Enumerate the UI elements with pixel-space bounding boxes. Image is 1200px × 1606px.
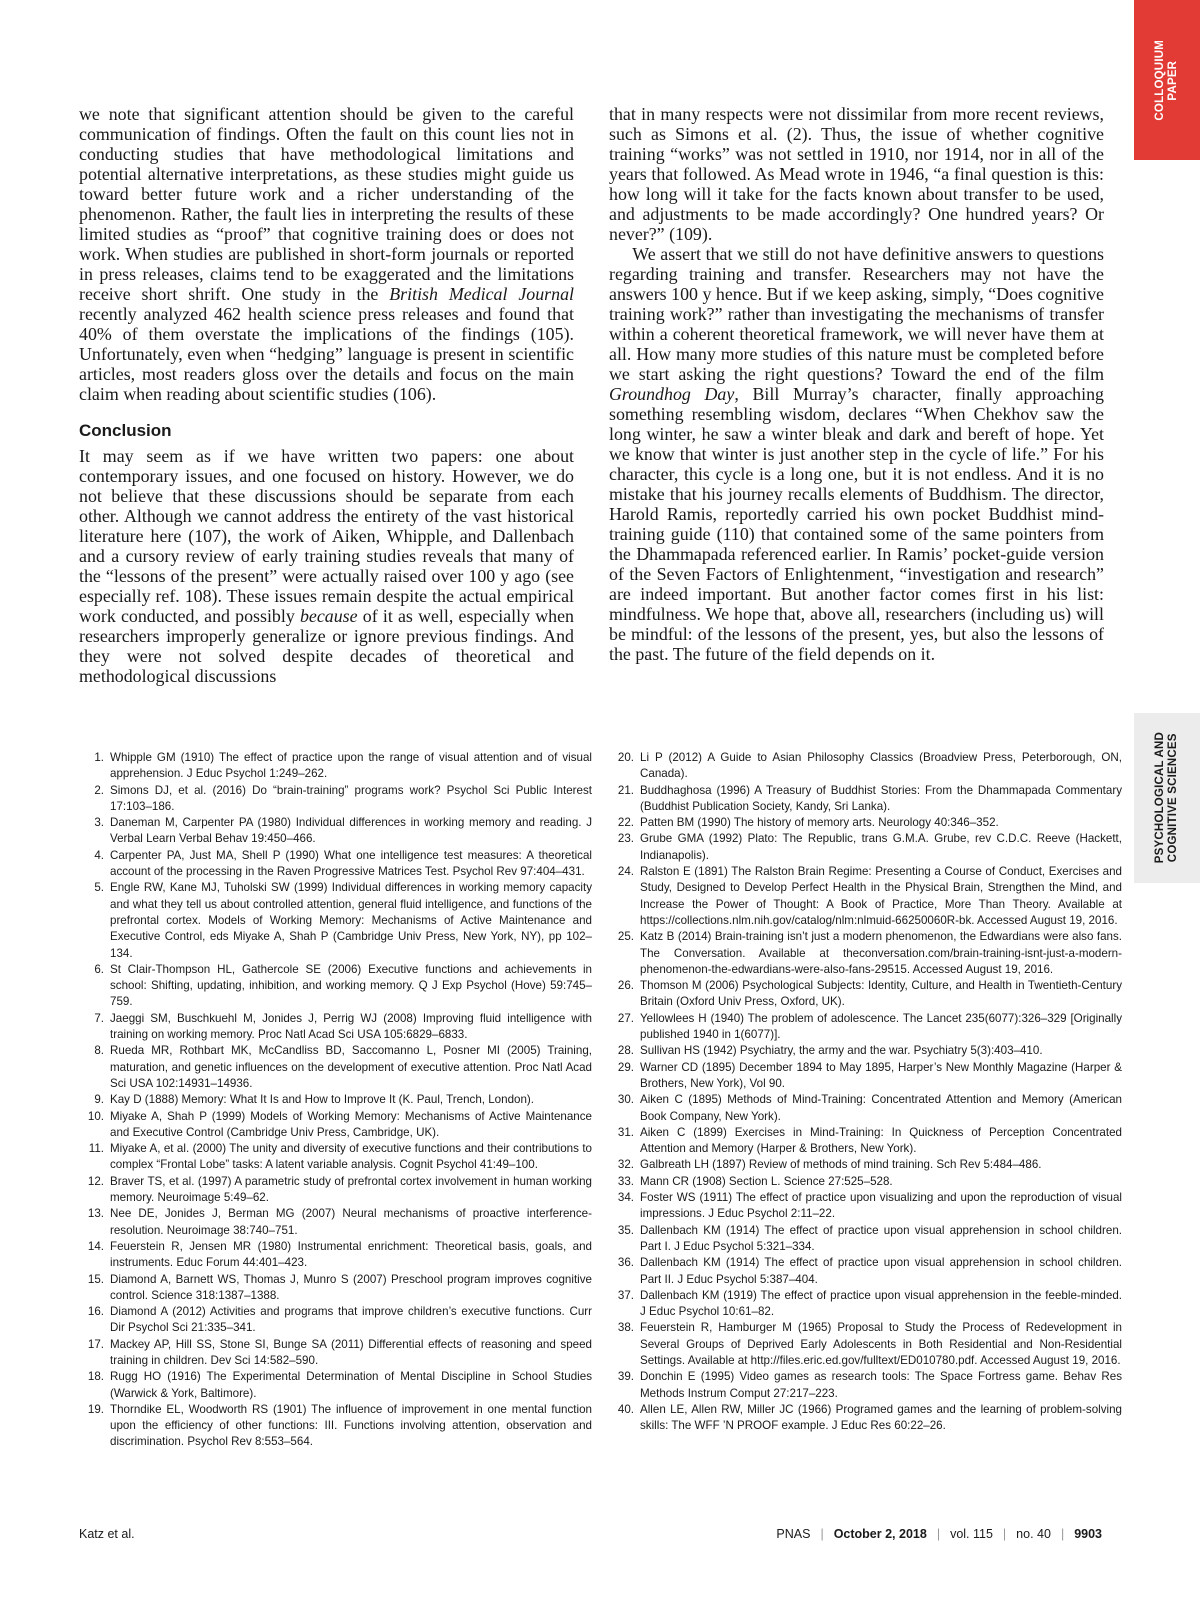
- reference-item: [74, 750, 592, 783]
- section-tab: [1134, 713, 1200, 883]
- reference-number: 22.: [617, 816, 634, 830]
- reference-item: [74, 1109, 592, 1142]
- reference-number: 17.: [87, 1337, 104, 1351]
- references-list-left: [74, 750, 592, 1451]
- reference-text: Sullivan HS (1942) Psychiatry, the army and the war. Psychiatry 5(3):403–410.: [640, 1044, 1043, 1058]
- reference-text: Jaeggi SM, Buschkuehl M, Jonides J, Perrig WJ (2008) Improving fluid intelligence with training on working memory. Proc Natl Acad Sci USA 105:6829–6833.: [110, 1011, 592, 1042]
- footer-citation: PNAS | October 2, 2018 | vol. 115 | no. 40 | 9903: [776, 1527, 1102, 1541]
- reference-number: 38.: [617, 1321, 634, 1335]
- reference-text: Allen LE, Allen RW, Miller JC (1966) Programed games and the learning of problem-solving skills: The WFF ’N PROOF example. J Educ Res 60:22–26.: [640, 1402, 1122, 1433]
- reference-number: 3.: [94, 816, 104, 830]
- reference-item: [604, 1174, 1122, 1190]
- footer-date: October 2, 2018: [833, 1527, 927, 1541]
- reference-text: Rugg HO (1916) The Experimental Determination of Mental Discipline in School Studies (Warwick & York, Baltimore).: [110, 1370, 592, 1400]
- reference-item: [604, 750, 1122, 783]
- reference-item: [74, 962, 592, 1011]
- reference-item: [74, 783, 592, 816]
- reference-text: Foster WS (1911) The effect of practice upon visualizing and upon the reproduction of visual impressions. J Educ Psychol 2:11–22.: [640, 1191, 1122, 1221]
- reference-item: [74, 815, 592, 848]
- body-column-right: [609, 104, 1104, 664]
- reference-item: [604, 1011, 1122, 1044]
- reference-item: [74, 1043, 592, 1092]
- reference-number: 2.: [94, 783, 104, 797]
- footer-volume: vol. 115: [950, 1527, 993, 1541]
- body-column-left: [79, 104, 574, 686]
- body-paragraph: we note that significant attention should be given to the careful communication of findings. Often the fault on this count lies not in conducting studies that have methodological limitations and potential alternative interpretations, as these studies might guide us toward better future work and a richer understanding of the phenomenon. Rather, the fault lies in interpreting the results of these limited studies as “proof” that cognitive training does or does not work. When studies are published in short-form journals or reported in press releases, claims tend to be exaggerated and the limitations receive short shrift. One study in the British Medical Journal recently analyzed 462 health science press releases and found that 40% of them overstate the implications of the findings (105). Unfortunately, even when “hedging” language is present in scientific articles, most readers gloss over the details and focus on the main claim when reading about scientific studies (106).: [79, 104, 574, 404]
- reference-item: [604, 1320, 1122, 1369]
- reference-text: Mann CR (1908) Section L. Science 27:525–528.: [640, 1174, 893, 1188]
- reference-text: Thomson M (2006) Psychological Subjects: Identity, Culture, and Health in Twentieth-Century Britain (Oxford Univ Press, Oxford, UK).: [640, 979, 1122, 1009]
- reference-number: 39.: [617, 1370, 634, 1384]
- body-paragraph: It may seem as if we have written two papers: one about contemporary issues, and one focused on history. However, we do not believe that these discussions should be separate from each other. Although we cannot address the entirety of the vast historical literature here (107), the work of Aiken, Whipple, and Dallenbach and a cursory review of early training studies reveals that many of the “lessons of the present” were actually raised over 100 y ago (see especially ref. 108). These issues remain despite the actual empirical work conducted, and possibly because of it as well, especially when researchers improperly generalize or ignore previous findings. And they were not solved despite decades of theoretical and methodological discussions: [79, 446, 574, 686]
- reference-number: 11.: [88, 1142, 104, 1156]
- reference-item: [74, 1011, 592, 1044]
- reference-number: 29.: [617, 1060, 634, 1074]
- reference-text: Dallenbach KM (1914) The effect of practice upon visual apprehension in school children. Part I. J Educ Psychol 5:321–334.: [640, 1223, 1122, 1253]
- reference-item: [74, 1402, 592, 1451]
- reference-text: Carpenter PA, Just MA, Shell P (1990) What one intelligence test measures: A theoretical account of the processing in the Raven Progressive Matrices Test. Psychol Rev 97:404–431.: [110, 848, 592, 879]
- reference-item: [74, 1239, 592, 1272]
- reference-number: 20.: [617, 751, 634, 764]
- reference-number: 19.: [87, 1402, 104, 1416]
- reference-number: 1.: [94, 751, 104, 764]
- reference-number: 37.: [617, 1288, 634, 1302]
- reference-number: 9.: [94, 1093, 104, 1107]
- tab-line: PAPER: [1167, 60, 1179, 100]
- reference-number: 30.: [617, 1093, 634, 1107]
- reference-text: Katz B (2014) Brain-training isn’t just a modern phenomenon, the Edwardians were also fans. The Conversation. Available at theconversation.com/brain-training-isnt-just-a-modern-phenomenon-the-edwardians-were-also-fans-29515. Accessed August 19, 2016.: [640, 930, 1122, 976]
- reference-text: Nee DE, Jonides J, Berman MG (2007) Neural mechanisms of proactive interference-resolution. Neuroimage 38:740–751.: [110, 1207, 592, 1237]
- reference-text: Yellowlees H (1940) The problem of adolescence. The Lancet 235(6077):326–329 [Originally published 1940 in 1(6077)].: [640, 1011, 1122, 1042]
- reference-text: Ralston E (1891) The Ralston Brain Regime: Presenting a Course of Conduct, Exercises and Study, Designed to Develop Perfect Health in the Physical Brain, Strengthen the Mind, and Increase the Power of Thought: A Book of Practice, More Than Theory. Available at https://collections.nlm.nih.gov/catalog/nlm:nlmuid-66250060R-bk. Accessed August 19, 2016.: [640, 865, 1122, 927]
- reference-number: 12.: [87, 1174, 104, 1188]
- reference-item: [74, 1206, 592, 1239]
- reference-item: [604, 1255, 1122, 1288]
- reference-number: 25.: [617, 930, 634, 944]
- reference-number: 28.: [617, 1044, 634, 1058]
- reference-number: 24.: [617, 865, 634, 879]
- reference-item: [604, 1060, 1122, 1093]
- reference-item: [604, 929, 1122, 978]
- reference-text: Dallenbach KM (1914) The effect of practice upon visual apprehension in school children. Part II. J Educ Psychol 5:387–404.: [640, 1256, 1122, 1286]
- reference-text: Daneman M, Carpenter PA (1980) Individual differences in working memory and reading. J Verbal Learn Verbal Behav 19:450–466.: [110, 816, 592, 846]
- reference-number: 15.: [87, 1272, 104, 1286]
- reference-number: 13.: [87, 1207, 104, 1221]
- reference-text: Aiken C (1895) Methods of Mind-Training: Concentrated Attention and Memory (American Book Company, New York).: [640, 1093, 1122, 1123]
- reference-item: [604, 1402, 1122, 1435]
- reference-number: 7.: [94, 1011, 104, 1025]
- reference-text: Thorndike EL, Woodworth RS (1901) The influence of improvement in one mental function upon the efficiency of other functions: III. Functions involving attention, observation and discrimination. Psychol Rev 8:553–564.: [110, 1402, 592, 1449]
- reference-text: Rueda MR, Rothbart MK, McCandliss BD, Saccomanno L, Posner MI (2005) Training, maturation, and genetic influences on the development of executive attention. Proc Natl Acad Sci USA 102:14931–14936.: [110, 1044, 592, 1090]
- reference-item: [74, 1174, 592, 1207]
- reference-number: 16.: [87, 1305, 104, 1319]
- reference-text: St Clair-Thompson HL, Gathercole SE (2006) Executive functions and achievements in school: Shifting, updating, inhibition, and working memory. Q J Exp Psychol (Hove) 59:745–759.: [110, 962, 592, 1009]
- footer-authors: Katz et al.: [79, 1527, 135, 1541]
- reference-item: [604, 978, 1122, 1011]
- reference-text: Galbreath LH (1897) Review of methods of mind training. Sch Rev 5:484–486.: [640, 1158, 1042, 1172]
- reference-item: [74, 1272, 592, 1305]
- reference-item: [74, 880, 592, 961]
- reference-text: Feuerstein R, Jensen MR (1980) Instrumental enrichment: Theoretical basis, goals, and instruments. Educ Forum 44:401–423.: [110, 1239, 592, 1270]
- reference-text: Miyake A, et al. (2000) The unity and diversity of executive functions and their contributions to complex “Frontal Lobe” tasks: A latent variable analysis. Cognit Psychol 41:49–100.: [110, 1142, 592, 1172]
- reference-number: 27.: [617, 1011, 634, 1025]
- reference-item: [604, 864, 1122, 929]
- reference-text: Diamond A (2012) Activities and programs that improve children’s executive functions. Curr Dir Psychol Sci 21:335–341.: [110, 1305, 592, 1335]
- reference-number: 23.: [617, 832, 634, 846]
- reference-item: [604, 783, 1122, 816]
- reference-item: [604, 1125, 1122, 1158]
- reference-item: [604, 831, 1122, 864]
- footer-page-number: 9903: [1074, 1527, 1102, 1541]
- reference-number: 40.: [617, 1402, 634, 1416]
- references-list-right: [604, 750, 1122, 1434]
- reference-number: 34.: [617, 1191, 634, 1205]
- reference-number: 4.: [94, 848, 104, 862]
- reference-text: Warner CD (1895) December 1894 to May 1895, Harper’s New Monthly Magazine (Harper & Brothers, New York), Vol 90.: [640, 1060, 1122, 1090]
- reference-text: Whipple GM (1910) The effect of practice upon the range of visual attention and of visual apprehension. J Educ Psychol 1:249–262.: [110, 751, 592, 781]
- reference-text: Engle RW, Kane MJ, Tuholski SW (1999) Individual differences in working memory capacity and what they tell us about controlled attention, general fluid intelligence, and functions of the prefrontal cortex. Models of Working Memory: Mechanisms of Active Maintenance and Executive Control, eds Miyake A, Shah P (Cambridge Univ Press, New York, NY), pp 102–134.: [110, 881, 592, 960]
- reference-item: [74, 848, 592, 881]
- reference-text: Aiken C (1899) Exercises in Mind-Training: In Quickness of Perception Concentrated Attention and Memory (Harper & Brothers, New York).: [640, 1125, 1122, 1156]
- reference-text: Buddhaghosa (1996) A Treasury of Buddhist Stories: From the Dhammapada Commentary (Buddhist Publication Society, Kandy, Sri Lanka).: [640, 783, 1122, 813]
- reference-text: Braver TS, et al. (1997) A parametric study of prefrontal cortex involvement in human working memory. Neuroimage 5:49–62.: [110, 1174, 592, 1205]
- reference-text: Kay D (1888) Memory: What It Is and How to Improve It (K. Paul, Trench, London).: [110, 1093, 534, 1107]
- reference-text: Donchin E (1995) Video games as research tools: The Space Fortress game. Behav Res Methods Instrum Comput 27:217–223.: [640, 1370, 1122, 1400]
- reference-text: Dallenbach KM (1919) The effect of practice upon visual apprehension in the feeble-minded. J Educ Psychol 10:61–82.: [640, 1288, 1122, 1319]
- reference-text: Grube GMA (1992) Plato: The Republic, trans G.M.A. Grube, rev C.D.C. Reeve (Hackett, Indianapolis).: [640, 832, 1122, 862]
- reference-number: 35.: [617, 1223, 634, 1237]
- reference-number: 31.: [617, 1125, 634, 1139]
- reference-item: [74, 1092, 592, 1108]
- footer-issue: no. 40: [1016, 1527, 1051, 1541]
- reference-item: [74, 1369, 592, 1402]
- tab-line: PSYCHOLOGICAL AND: [1154, 732, 1166, 864]
- reference-item: [604, 1190, 1122, 1223]
- reference-item: [604, 1223, 1122, 1256]
- reference-number: 5.: [94, 881, 104, 895]
- reference-text: Feuerstein R, Hamburger M (1965) Proposal to Study the Process of Redevelopment in Several Groups of Deprived Early Adolescents in Both Residential and Non-Residential Settings. Available at http://files.eric.ed.gov/fulltext/ED010780.pdf. Accessed August 19, 2016.: [640, 1321, 1122, 1367]
- reference-item: [604, 1092, 1122, 1125]
- colloquium-paper-tab: [1134, 0, 1200, 160]
- reference-number: 32.: [617, 1158, 634, 1172]
- reference-number: 18.: [87, 1370, 104, 1384]
- reference-number: 26.: [617, 979, 634, 993]
- section-heading: Conclusion: [79, 421, 172, 440]
- reference-text: Simons DJ, et al. (2016) Do “brain-training” programs work? Psychol Sci Public Interest 17:103–186.: [110, 783, 592, 813]
- reference-item: [604, 1288, 1122, 1321]
- reference-text: Diamond A, Barnett WS, Thomas J, Munro S (2007) Preschool program improves cognitive control. Science 318:1387–1388.: [110, 1272, 592, 1302]
- footer-journal: PNAS: [776, 1527, 811, 1541]
- reference-number: 8.: [94, 1044, 104, 1058]
- body-paragraph: We assert that we still do not have definitive answers to questions regarding training and transfer. Researchers may not have the answers 100 y hence. But if we keep asking, simply, “Does cognitive training work?” rather than investigating the mechanisms of transfer within a coherent theoretical framework, we will never have them at all. How many more studies of this nature must be completed before we start asking the right questions? Toward the end of the film Groundhog Day, Bill Murray’s character, finally approaching something resembling wisdom, declares “When Chekhov saw the long winter, he saw a winter bleak and dark and bereft of hope. Yet we know that winter is just another step in the cycle of life.” For his character, this cycle is a long one, but it is not endless. And it is no mistake that his journey recalls elements of Buddhism. The director, Harold Ramis, reportedly carried his own pocket Buddhist mind-training guide (110) that contained some of the same pointers from the Dhammapada referenced earlier. In Ramis’ pocket-guide version of the Seven Factors of Enlightenment, “investigation and research” are indeed important. But another factor comes first in his list: mindfulness. We hope that, above all, researchers (including us) will be mindful: of the lessons of the present, yes, but also the lessons of the past. The future of the field depends on it.: [609, 244, 1104, 664]
- reference-item: [604, 1157, 1122, 1173]
- reference-number: 10.: [87, 1109, 104, 1123]
- reference-text: Patten BM (1990) The history of memory arts. Neurology 40:346–352.: [640, 816, 999, 830]
- reference-text: Li P (2012) A Guide to Asian Philosophy Classics (Broadview Press, Peterborough, ON, Canada).: [640, 751, 1122, 781]
- reference-number: 33.: [617, 1174, 634, 1188]
- reference-number: 21.: [617, 783, 634, 797]
- reference-text: Miyake A, Shah P (1999) Models of Working Memory: Mechanisms of Active Maintenance and Executive Control (Cambridge Univ Press, Cambridge, UK).: [110, 1109, 592, 1139]
- reference-item: [74, 1304, 592, 1337]
- reference-item: [74, 1337, 592, 1370]
- reference-text: Mackey AP, Hill SS, Stone SI, Bunge SA (2011) Differential effects of reasoning and speed training in children. Dev Sci 14:582–590.: [110, 1337, 592, 1367]
- reference-item: [74, 1141, 592, 1174]
- reference-number: 6.: [94, 962, 104, 976]
- body-paragraph: that in many respects were not dissimilar from more recent reviews, such as Simons et al. (2). Thus, the issue of whether cognitive training “works” was not settled in 1910, nor 1914, nor in all of the years that followed. As Mead wrote in 1946, “a final question is this: how long will it take for the facts known about transfer to be used, and adjustments to be made accordingly? One hundred years? Or never?” (109).: [609, 104, 1104, 244]
- reference-item: [604, 1369, 1122, 1402]
- tab-line: COGNITIVE SCIENCES: [1167, 733, 1179, 863]
- tab-line: COLLOQUIUM: [1154, 39, 1166, 121]
- reference-item: [604, 1043, 1122, 1059]
- reference-number: 14.: [87, 1239, 104, 1253]
- reference-number: 36.: [617, 1256, 634, 1270]
- reference-item: [604, 815, 1122, 831]
